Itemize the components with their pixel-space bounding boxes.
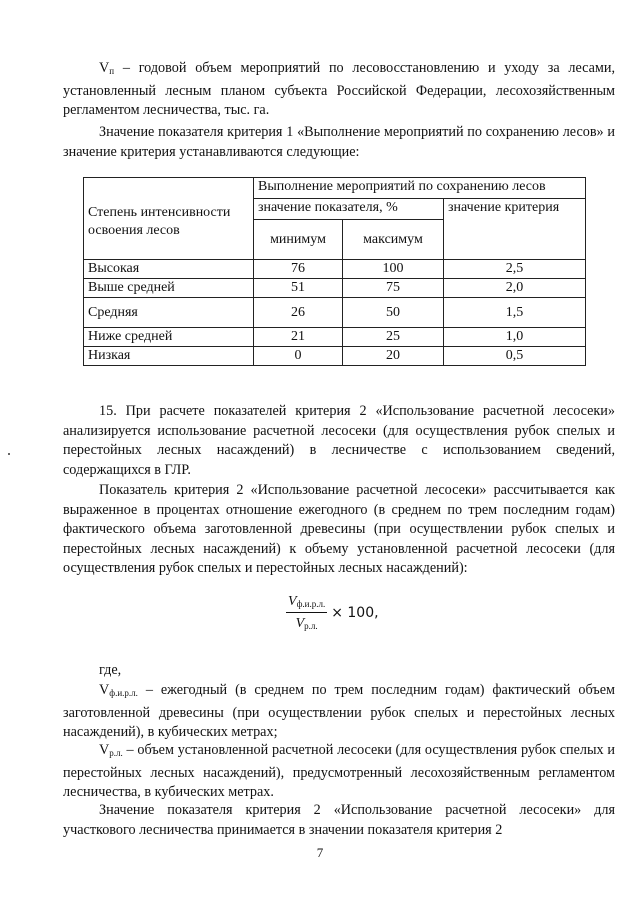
- formula-multiplier: × 100,: [331, 605, 379, 621]
- definition-vp: [63, 59, 615, 121]
- degree-header: Степень интенсивности освоения лесов: [84, 178, 254, 260]
- row-max: 50: [343, 298, 444, 328]
- paragraph-criterion2-value: Значение показателя критерия 2 «Использование расчетной лесосеки» для участкового лесничества принимается в значении показателя критерия 2: [63, 802, 615, 838]
- indicator-header: значение показателя, %: [254, 199, 444, 220]
- variable-v: V: [99, 742, 110, 758]
- row-criterion: 0,5: [444, 347, 586, 366]
- group-header: Выполнение мероприятий по сохранению лесов: [254, 178, 586, 199]
- row-max: 100: [343, 260, 444, 279]
- table-row: [84, 298, 586, 328]
- variable-subscript: п: [109, 66, 115, 76]
- row-criterion: 2,0: [444, 279, 586, 298]
- criterion-header: значение критерия: [444, 199, 586, 260]
- formula-numerator: Vф.и.р.л.: [286, 594, 327, 613]
- table-row: [84, 347, 586, 366]
- variable-subscript: р.л.: [109, 748, 123, 758]
- row-min: 21: [254, 328, 343, 347]
- row-degree: Высокая: [84, 260, 254, 279]
- scan-artifact: [8, 453, 10, 455]
- row-degree: Ниже средней: [84, 328, 254, 347]
- table-row: [84, 279, 586, 298]
- criterion1-intro: Значение показателя критерия 1 «Выполнение мероприятий по сохранению лесов» и значение критерия устанавливаются следующие:: [63, 124, 615, 160]
- row-max: 25: [343, 328, 444, 347]
- table-row: [84, 260, 586, 279]
- variable-v: V: [99, 682, 110, 698]
- paragraph-15: 15. При расчете показателей критерия 2 «Использование расчетной лесосеки» анализируется использование расчетной лесосеки (для осуществления рубок спелых и перестойных лесных насаждений) в лесничестве с использованием сведений, содержащихся в ГЛР.: [63, 403, 615, 478]
- table-row: [84, 328, 586, 347]
- row-degree: Выше средней: [84, 279, 254, 298]
- definition-vfirl: [63, 681, 615, 743]
- row-max: 20: [343, 347, 444, 366]
- formula: [286, 594, 379, 632]
- row-criterion: 1,5: [444, 298, 586, 328]
- row-criterion: 2,5: [444, 260, 586, 279]
- definition-text: – годовой объем мероприятий по лесовосстановлению и уходу за лесами, установленный лесным планом субъекта Российской Федерации, лесохозяйственным регламентом лесничества, тыс. га.: [63, 60, 615, 119]
- max-header: максимум: [343, 220, 444, 260]
- row-max: 75: [343, 279, 444, 298]
- row-min: 26: [254, 298, 343, 328]
- row-min: 51: [254, 279, 343, 298]
- variable-subscript: ф.и.р.л.: [109, 688, 138, 698]
- criterion1-table: [83, 177, 586, 366]
- row-criterion: 1,0: [444, 328, 586, 347]
- row-degree: Низкая: [84, 347, 254, 366]
- row-degree: Средняя: [84, 298, 254, 328]
- formula-denominator: Vр.л.: [295, 616, 318, 631]
- definition-text: – объем установленной расчетной лесосеки (для осуществления рубок спелых и перестойных лесных насаждений), предусмотренный лесохозяйственным регламентом лесничества, в кубических метрах.: [63, 742, 615, 801]
- where-label: где,: [99, 662, 122, 678]
- definition-text: – ежегодный (в среднем по трем последним годам) фактический объем заготовленной древесины (при осуществлении рубок спелых и перестойных лесных насаждений), в кубических метрах;: [63, 682, 615, 741]
- row-min: 0: [254, 347, 343, 366]
- definition-vrl: [63, 741, 615, 803]
- row-min: 76: [254, 260, 343, 279]
- variable-v: V: [99, 60, 110, 76]
- page-number: 7: [316, 845, 324, 860]
- paragraph-indicator: Показатель критерия 2 «Использование расчетной лесосеки» рассчитывается как выраженное в процентах отношение ежегодного (в среднем по трем последним годам) фактического объема заготовленной древесины (при осуществлении рубок спелых и перестойных лесных насаждений) к объему установленной расчетной лесосеки (для осуществления рубок спелых и перестойных лесных насаждений):: [63, 482, 615, 577]
- formula-fraction: [286, 594, 327, 632]
- min-header: минимум: [254, 220, 343, 260]
